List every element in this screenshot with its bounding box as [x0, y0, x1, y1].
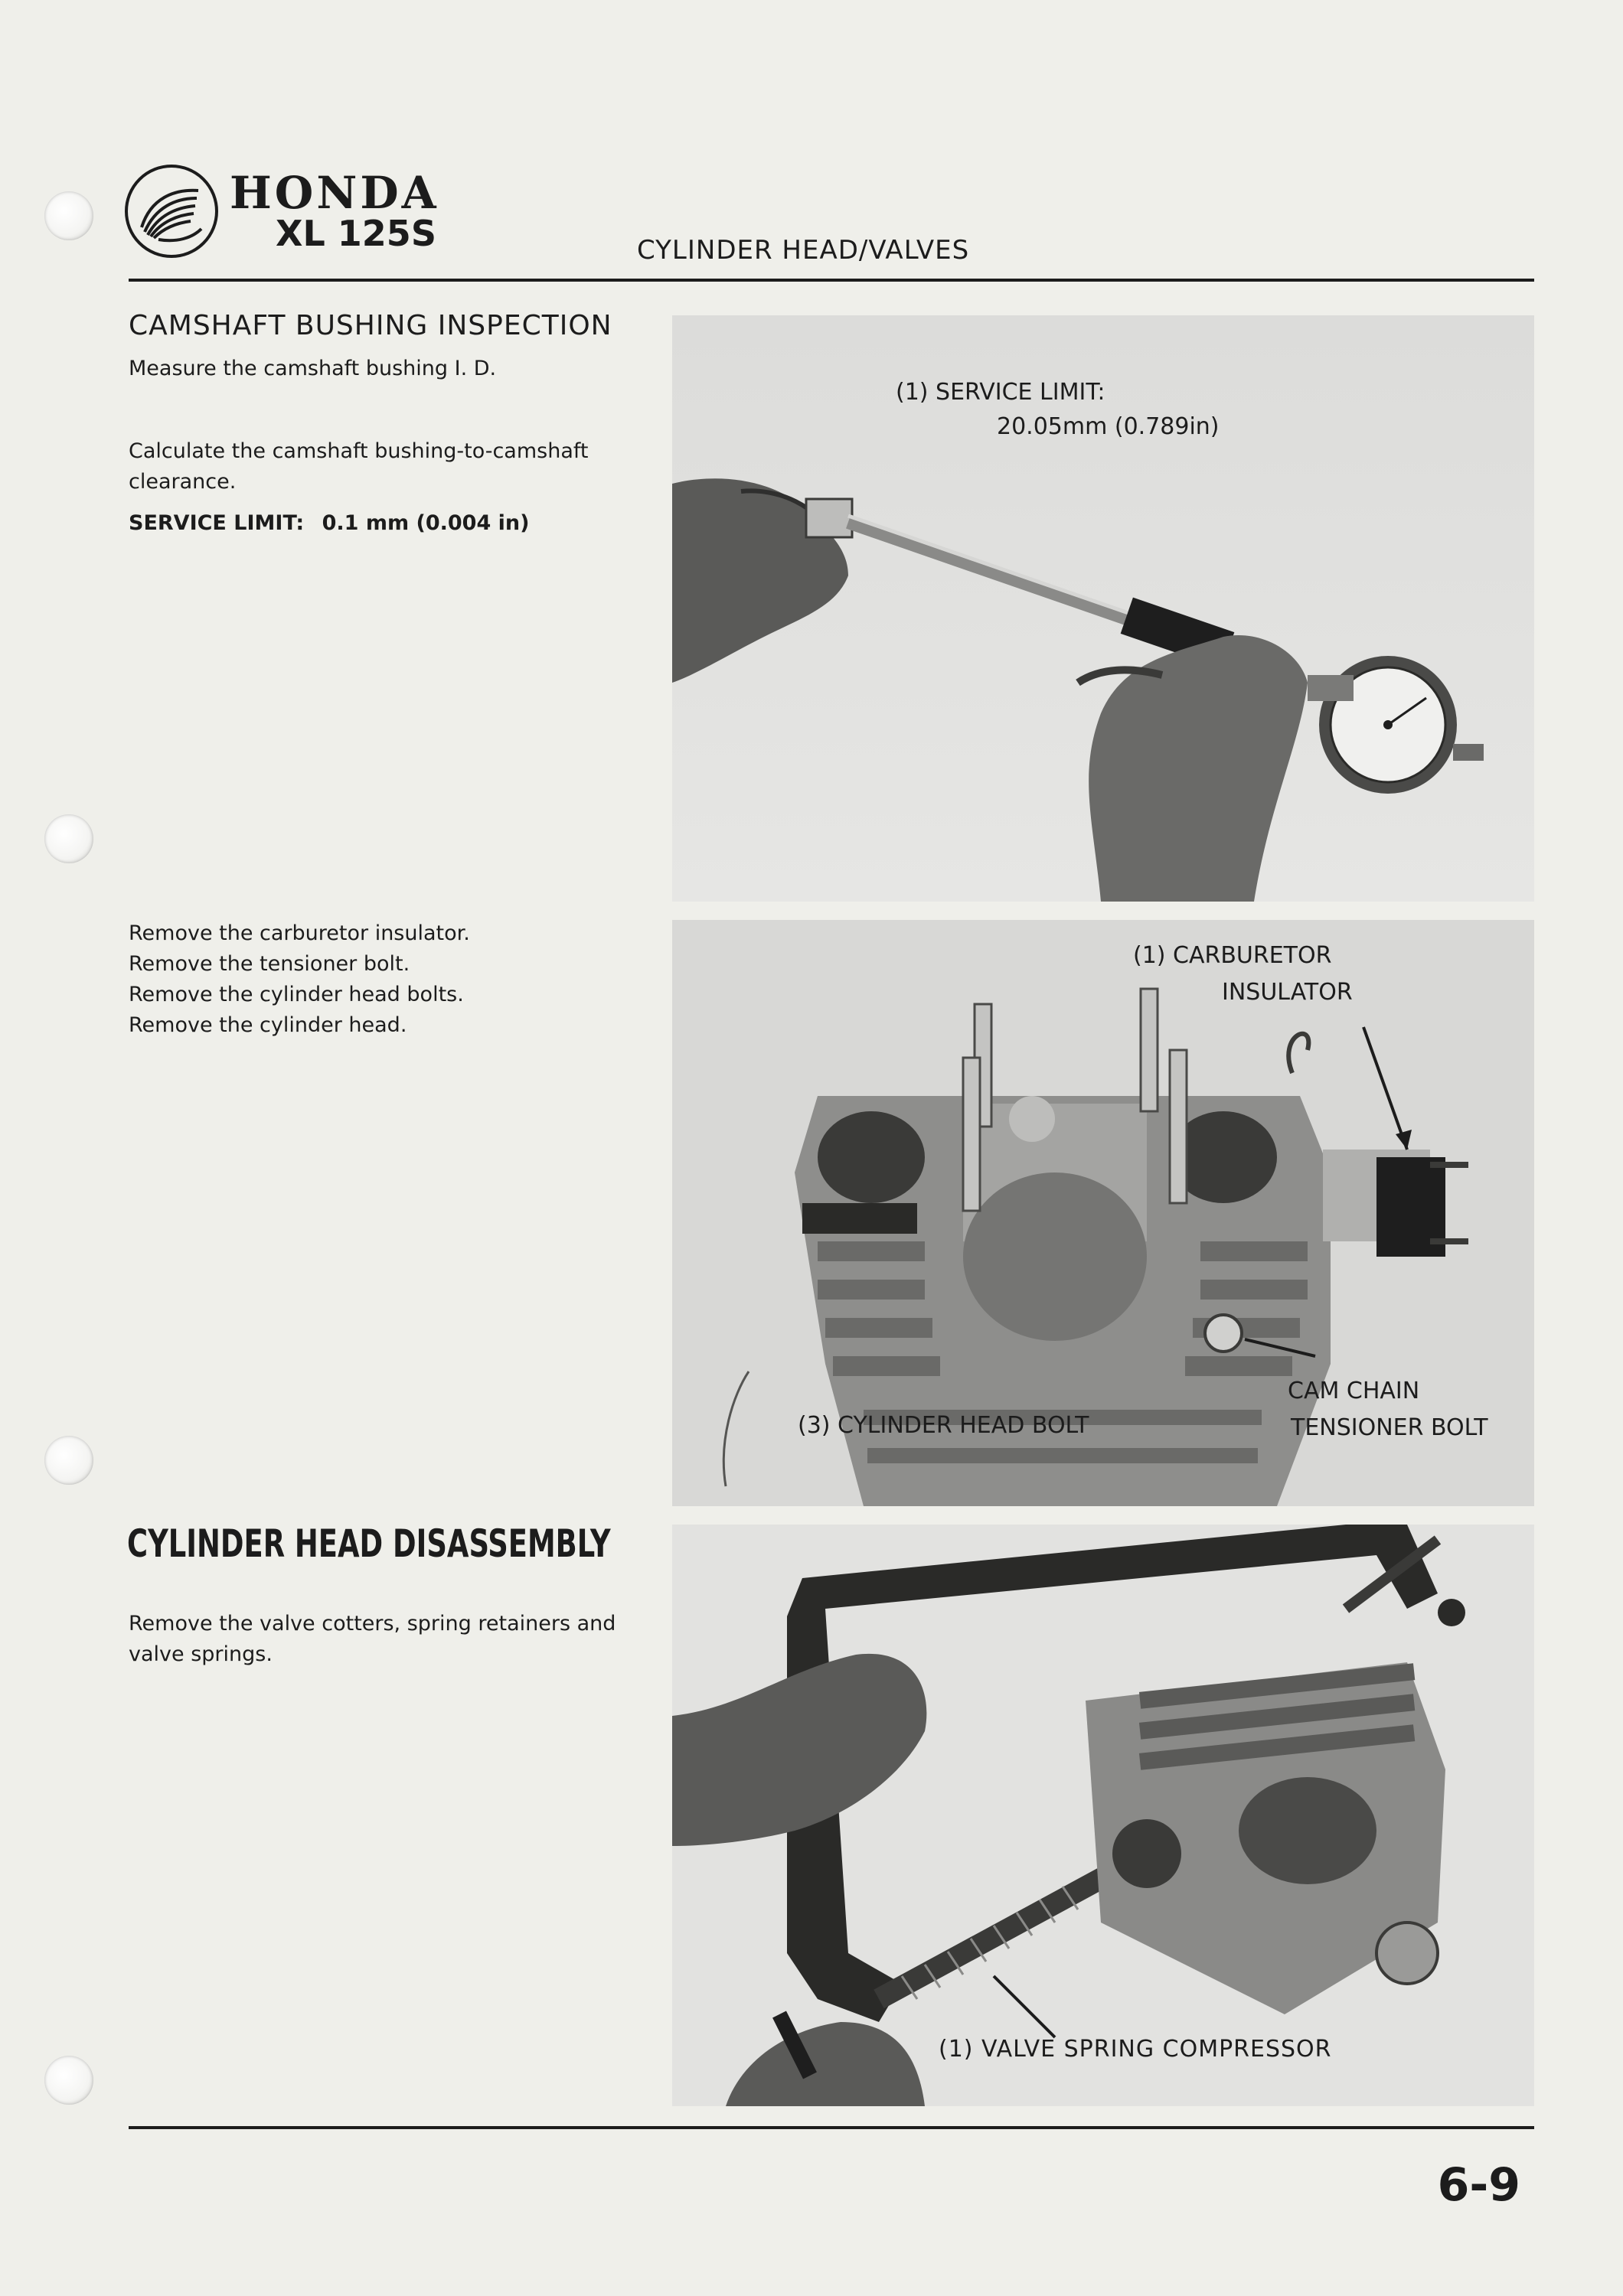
section-title: CYLINDER HEAD/VALVES — [637, 235, 970, 266]
binder-hole — [44, 191, 93, 240]
disassembly-instructions — [129, 1609, 616, 1670]
photo2-callout2-line1: CAM CHAIN — [1288, 1378, 1420, 1404]
binder-hole — [44, 2056, 93, 2105]
removal-step: Remove the cylinder head. — [129, 1013, 407, 1037]
photo2-callout3: (3) CYLINDER HEAD BOLT — [798, 1412, 1089, 1439]
photo3-callout: (1) VALVE SPRING COMPRESSOR — [939, 2036, 1332, 2063]
model-name: XL 125S — [276, 213, 436, 254]
camshaft-instruction-1: Measure the camshaft bushing I. D. — [129, 357, 497, 380]
header-rule — [129, 279, 1534, 282]
brand-name: HONDA — [230, 167, 439, 219]
service-limit — [129, 508, 529, 539]
footer-rule — [129, 2126, 1534, 2129]
removal-step: Remove the tensioner bolt. — [129, 952, 410, 976]
photo2-callout2-line2: TENSIONER BOLT — [1291, 1414, 1488, 1441]
service-limit-value: 0.1 mm (0.004 in) — [322, 511, 530, 535]
binder-hole — [44, 814, 93, 863]
binder-hole — [44, 1436, 93, 1485]
camshaft-instruction-2 — [129, 436, 638, 497]
camshaft-instruction-2a: Calculate the camshaft bushing-to-camshaft — [129, 439, 589, 463]
disassembly-heading: CYLINDER HEAD DISASSEMBLY — [127, 1521, 611, 1566]
disassembly-instruction-1: Remove the valve cotters, spring retainers and — [129, 1612, 616, 1636]
page-number: 6-9 — [1437, 2158, 1520, 2212]
photo1-callout-line2: 20.05mm (0.789in) — [997, 413, 1220, 440]
photo2-callout1-line1: (1) CARBURETOR — [1133, 942, 1332, 969]
removal-steps — [129, 918, 470, 1041]
removal-step: Remove the cylinder head bolts. — [129, 983, 464, 1006]
service-limit-label: SERVICE LIMIT: — [129, 511, 305, 535]
disassembly-instruction-2: valve springs. — [129, 1642, 273, 1666]
valve-spring-compressor-photo — [672, 1525, 1534, 2106]
camshaft-instruction-2b: clearance. — [129, 470, 237, 494]
honda-wing-logo-icon — [125, 165, 218, 258]
photo1-callout-line1: (1) SERVICE LIMIT: — [896, 379, 1105, 406]
photo2-callout1-line2: INSULATOR — [1222, 979, 1353, 1006]
removal-step: Remove the carburetor insulator. — [129, 921, 470, 945]
camshaft-heading: CAMSHAFT BUSHING INSPECTION — [129, 310, 612, 341]
